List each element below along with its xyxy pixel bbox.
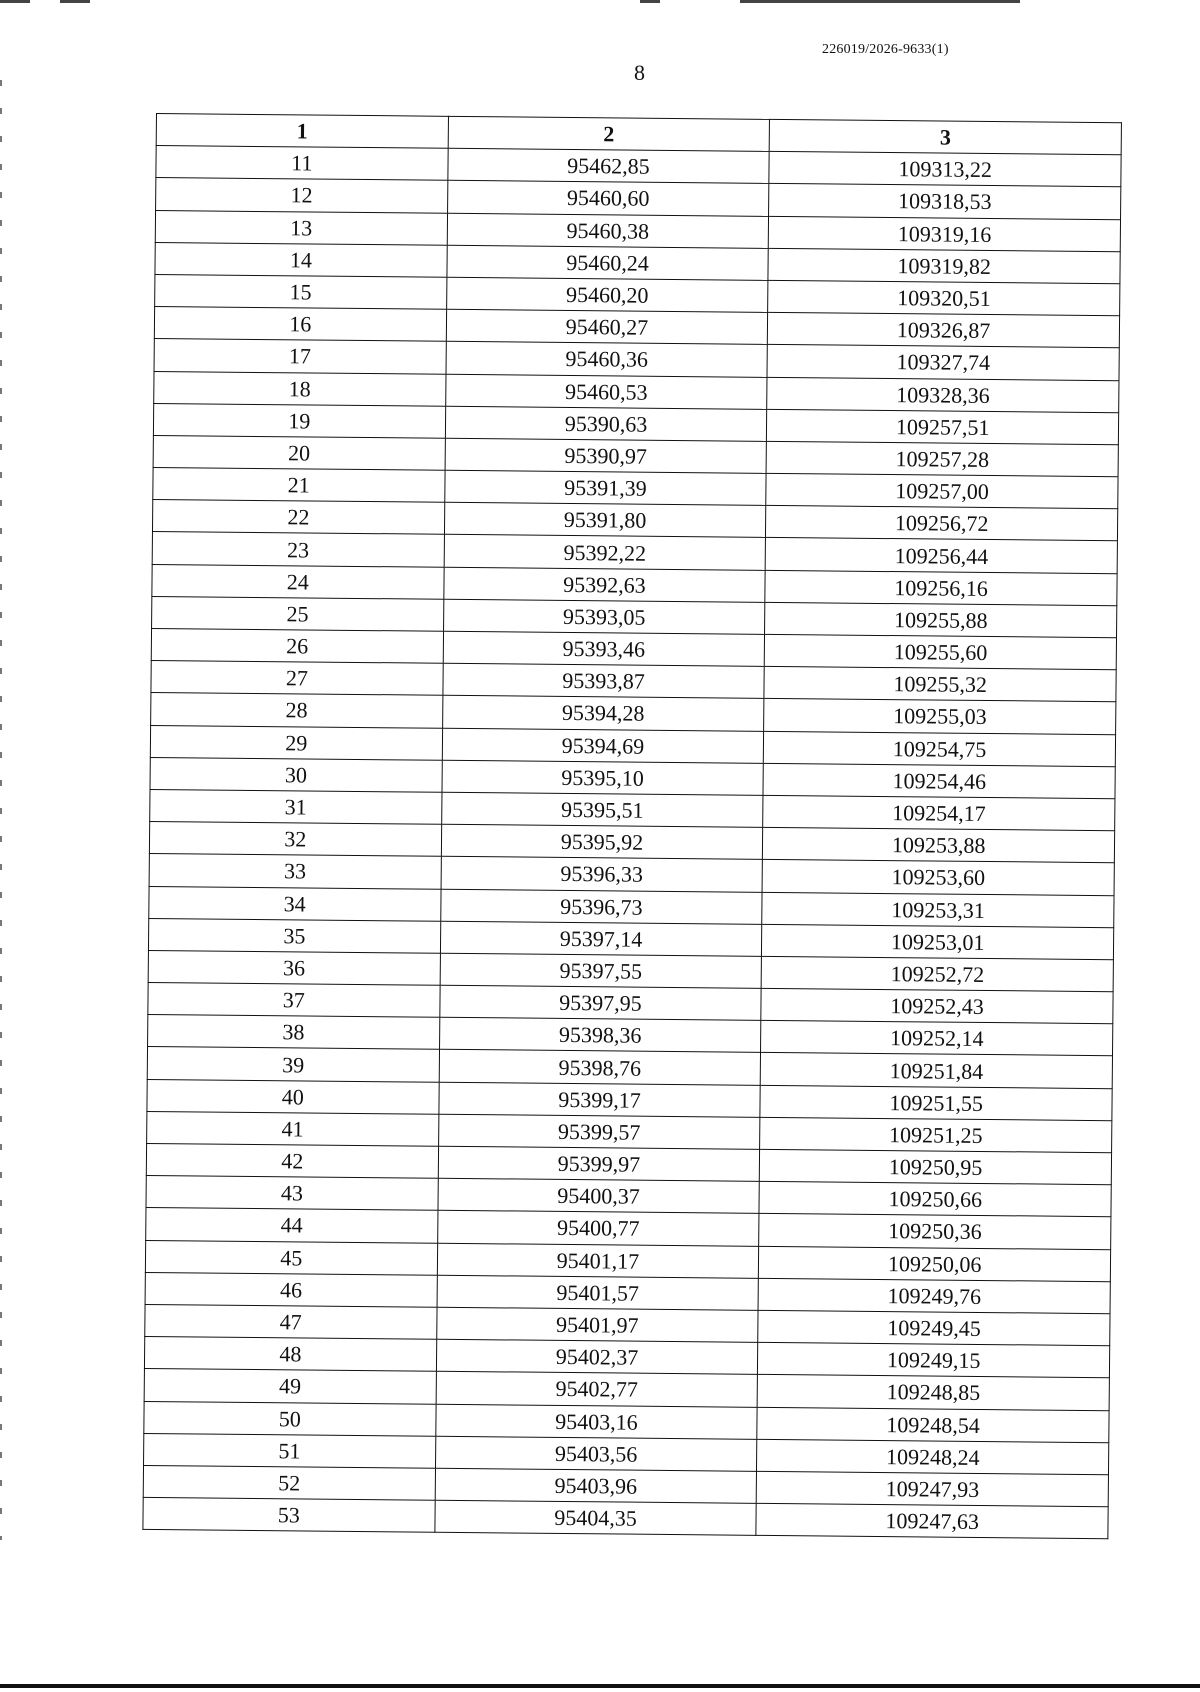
point-number-cell: 20 — [153, 435, 445, 470]
point-number-cell: 22 — [152, 500, 444, 535]
point-number-cell: 47 — [145, 1304, 437, 1339]
x-coordinate-cell: 95390,63 — [445, 406, 767, 441]
x-coordinate-cell: 95462,85 — [448, 148, 770, 183]
x-coordinate-cell: 95460,60 — [447, 181, 769, 216]
x-coordinate-cell: 95401,97 — [436, 1307, 758, 1342]
x-coordinate-cell: 95394,69 — [442, 728, 764, 763]
coordinates-table-wrapper — [142, 113, 1122, 1539]
x-coordinate-cell: 95399,97 — [438, 1146, 760, 1181]
point-number-cell: 18 — [154, 371, 446, 406]
x-coordinate-cell: 95393,87 — [443, 663, 765, 698]
x-coordinate-cell: 95392,63 — [443, 567, 765, 602]
y-coordinate-cell: 109251,84 — [761, 1053, 1113, 1089]
x-coordinate-cell: 95394,28 — [442, 696, 764, 731]
y-coordinate-cell: 109319,16 — [769, 216, 1121, 252]
point-number-cell: 36 — [148, 950, 440, 985]
y-coordinate-cell: 109256,44 — [765, 538, 1117, 574]
point-number-cell: 30 — [150, 757, 442, 792]
x-coordinate-cell: 95396,33 — [441, 857, 763, 892]
x-coordinate-cell: 95395,92 — [441, 824, 763, 859]
x-coordinate-cell: 95396,73 — [440, 889, 762, 924]
x-coordinate-cell: 95391,39 — [444, 470, 766, 505]
y-coordinate-cell: 109249,15 — [758, 1342, 1110, 1378]
x-coordinate-cell: 95395,51 — [441, 792, 763, 827]
x-coordinate-cell: 95460,20 — [446, 277, 768, 312]
bottom-rule — [0, 1684, 1200, 1688]
page-number: 8 — [634, 60, 645, 85]
x-coordinate-cell: 95403,96 — [435, 1468, 757, 1503]
point-number-cell: 41 — [147, 1111, 439, 1146]
point-number-cell: 49 — [144, 1369, 436, 1404]
x-coordinate-cell: 95397,55 — [440, 953, 762, 988]
y-coordinate-cell: 109251,55 — [760, 1085, 1112, 1121]
y-coordinate-cell: 109328,36 — [767, 377, 1119, 413]
x-coordinate-cell: 95391,80 — [444, 503, 766, 538]
point-number-cell: 43 — [146, 1176, 438, 1211]
y-coordinate-cell: 109254,46 — [763, 763, 1115, 799]
y-coordinate-cell: 109253,01 — [762, 924, 1114, 960]
y-coordinate-cell: 109255,60 — [765, 634, 1117, 670]
point-number-cell: 11 — [156, 146, 448, 181]
point-number-cell: 46 — [145, 1272, 437, 1307]
point-number-cell: 23 — [152, 532, 444, 567]
point-number-cell: 40 — [147, 1079, 439, 1114]
x-coordinate-cell: 95400,77 — [437, 1211, 759, 1246]
point-number-cell: 35 — [148, 918, 440, 953]
y-coordinate-cell: 109257,51 — [767, 409, 1119, 445]
y-coordinate-cell: 109250,06 — [759, 1246, 1111, 1282]
point-number-cell: 14 — [155, 242, 447, 277]
table-body — [143, 146, 1121, 1539]
point-number-cell: 25 — [152, 596, 444, 631]
y-coordinate-cell: 109248,24 — [757, 1439, 1109, 1475]
point-number-cell: 13 — [155, 210, 447, 245]
x-coordinate-cell: 95404,35 — [435, 1500, 757, 1535]
column-header: 2 — [448, 116, 770, 151]
point-number-cell: 15 — [155, 274, 447, 309]
y-coordinate-cell: 109251,25 — [760, 1117, 1112, 1153]
y-coordinate-cell: 109248,85 — [757, 1375, 1109, 1411]
y-coordinate-cell: 109255,88 — [765, 602, 1117, 638]
x-coordinate-cell: 95397,95 — [439, 985, 761, 1020]
column-header: 1 — [156, 114, 448, 149]
y-coordinate-cell: 109252,43 — [761, 988, 1113, 1024]
x-coordinate-cell: 95393,05 — [443, 599, 765, 634]
y-coordinate-cell: 109249,45 — [758, 1310, 1110, 1346]
coordinates-table — [142, 113, 1122, 1539]
point-number-cell: 50 — [144, 1401, 436, 1436]
point-number-cell: 34 — [149, 886, 441, 921]
point-number-cell: 17 — [154, 339, 446, 374]
y-coordinate-cell: 109326,87 — [768, 313, 1120, 349]
y-coordinate-cell: 109252,72 — [761, 956, 1113, 992]
point-number-cell: 42 — [146, 1143, 438, 1178]
y-coordinate-cell: 109252,14 — [761, 1021, 1113, 1057]
x-coordinate-cell: 95460,53 — [445, 374, 767, 409]
point-number-cell: 24 — [152, 564, 444, 599]
point-number-cell: 12 — [156, 178, 448, 213]
point-number-cell: 32 — [149, 822, 441, 857]
y-coordinate-cell: 109257,28 — [766, 441, 1118, 477]
y-coordinate-cell: 109249,76 — [758, 1278, 1110, 1314]
y-coordinate-cell: 109256,72 — [766, 506, 1118, 542]
y-coordinate-cell: 109327,74 — [767, 345, 1119, 381]
y-coordinate-cell: 109253,60 — [762, 860, 1114, 896]
y-coordinate-cell: 109255,03 — [764, 699, 1116, 735]
scan-artifact-left — [0, 80, 2, 1540]
y-coordinate-cell: 109253,88 — [763, 827, 1115, 863]
x-coordinate-cell: 95398,36 — [439, 1018, 761, 1053]
y-coordinate-cell: 109250,95 — [760, 1149, 1112, 1185]
point-number-cell: 29 — [150, 725, 442, 760]
x-coordinate-cell: 95402,77 — [436, 1372, 758, 1407]
y-coordinate-cell: 109313,22 — [769, 152, 1121, 188]
y-coordinate-cell: 109253,31 — [762, 892, 1114, 928]
point-number-cell: 31 — [150, 789, 442, 824]
point-number-cell: 44 — [146, 1208, 438, 1243]
x-coordinate-cell: 95392,22 — [444, 535, 766, 570]
point-number-cell: 51 — [144, 1433, 436, 1468]
point-number-cell: 33 — [149, 854, 441, 889]
point-number-cell: 21 — [153, 468, 445, 503]
x-coordinate-cell: 95402,37 — [436, 1339, 758, 1374]
point-number-cell: 39 — [147, 1047, 439, 1082]
x-coordinate-cell: 95390,97 — [445, 438, 767, 473]
x-coordinate-cell: 95395,10 — [442, 760, 764, 795]
x-coordinate-cell: 95401,57 — [437, 1275, 759, 1310]
x-coordinate-cell: 95393,46 — [443, 631, 765, 666]
y-coordinate-cell: 109318,53 — [769, 184, 1121, 220]
y-coordinate-cell: 109319,82 — [768, 248, 1120, 284]
y-coordinate-cell: 109257,00 — [766, 473, 1118, 509]
x-coordinate-cell: 95397,14 — [440, 921, 762, 956]
x-coordinate-cell: 95399,57 — [438, 1114, 760, 1149]
x-coordinate-cell: 95403,56 — [435, 1436, 757, 1471]
point-number-cell: 52 — [143, 1465, 435, 1500]
y-coordinate-cell: 109320,51 — [768, 280, 1120, 316]
y-coordinate-cell: 109247,93 — [757, 1471, 1109, 1507]
document-number: 226019/2026-9633(1) — [822, 42, 949, 57]
point-number-cell: 37 — [148, 983, 440, 1018]
y-coordinate-cell: 109256,16 — [765, 570, 1117, 606]
x-coordinate-cell: 95403,16 — [435, 1404, 757, 1439]
point-number-cell: 26 — [151, 628, 443, 663]
point-number-cell: 48 — [144, 1337, 436, 1372]
point-number-cell: 53 — [143, 1498, 435, 1533]
point-number-cell: 38 — [148, 1015, 440, 1050]
x-coordinate-cell: 95398,76 — [439, 1050, 761, 1085]
x-coordinate-cell: 95400,37 — [438, 1178, 760, 1213]
point-number-cell: 45 — [145, 1240, 437, 1275]
x-coordinate-cell: 95401,17 — [437, 1243, 759, 1278]
x-coordinate-cell: 95460,38 — [447, 213, 769, 248]
point-number-cell: 27 — [151, 661, 443, 696]
column-header: 3 — [769, 119, 1121, 155]
scan-artifact-top — [0, 0, 1200, 3]
y-coordinate-cell: 109247,63 — [756, 1503, 1108, 1539]
point-number-cell: 28 — [151, 693, 443, 728]
x-coordinate-cell: 95460,24 — [447, 245, 769, 280]
y-coordinate-cell: 109254,17 — [763, 795, 1115, 831]
x-coordinate-cell: 95460,27 — [446, 309, 768, 344]
point-number-cell: 19 — [153, 403, 445, 438]
y-coordinate-cell: 109250,66 — [759, 1182, 1111, 1218]
point-number-cell: 16 — [154, 307, 446, 342]
y-coordinate-cell: 109248,54 — [757, 1407, 1109, 1443]
x-coordinate-cell: 95460,36 — [446, 342, 768, 377]
y-coordinate-cell: 109254,75 — [764, 731, 1116, 767]
y-coordinate-cell: 109255,32 — [764, 667, 1116, 703]
y-coordinate-cell: 109250,36 — [759, 1214, 1111, 1250]
x-coordinate-cell: 95399,17 — [439, 1082, 761, 1117]
